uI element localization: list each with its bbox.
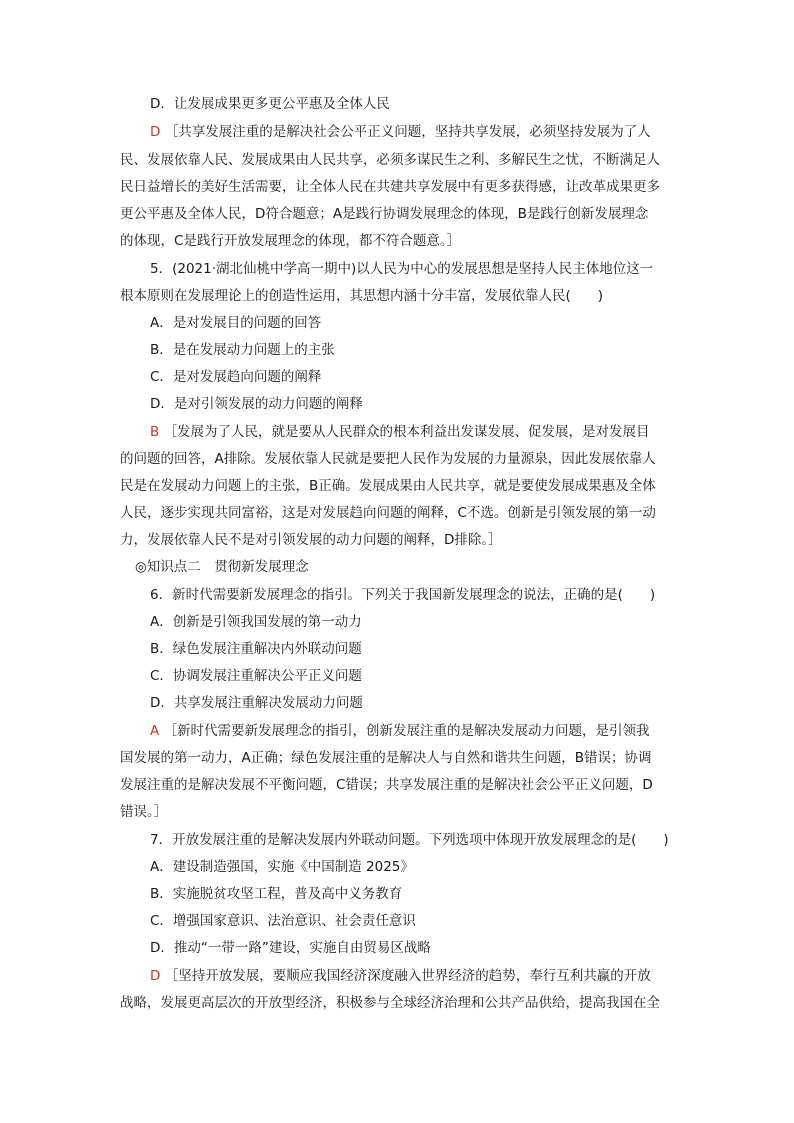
q7-answer-line: 战略，发展更高层次的开放型经济，积极参与全球经济治理和公共产品供给，提高我国在全 [120,995,660,1011]
answer-letter: D [150,968,161,984]
q6-answer-line: 错误。］ [120,804,168,820]
q5-option-d: D．是对引领发展的动力问题的阐释 [150,396,363,412]
answer-letter: B [150,424,160,440]
q5-answer-line: 人民，逐步实现共同富裕，这是对发展趋向问题的阐释，C不选。创新是引领发展的第一动 [120,505,656,521]
q5-option-c: C．是对发展趋向问题的阐释 [150,369,322,385]
q7-answer-line [150,966,651,986]
answer-text: ［共享发展注重的是解决社会公平正义问题，坚持共享发展，必须坚持发展为了人 [164,124,651,140]
answer-letter: A [150,723,160,739]
q4-answer-line [150,122,651,142]
q7-stem: 7．开放发展注重的是解决发展内外联动问题。下列选项中体现开放发展理念的是( ) [150,832,669,848]
q5-option-a: A．是对发展目的问题的回答 [150,315,322,331]
q5-answer-line: 力，发展依靠人民不是对引领发展的动力问题的阐释，D排除。］ [120,532,502,548]
answer-text: ［新时代需要新发展理念的指引，创新发展注重的是解决发展动力问题，是引领我 [163,723,650,739]
answer-text: ［坚持开放发展，要顺应我国经济深度融入世界经济的趋势，奉行互利共赢的开放 [164,968,651,984]
section-heading: ◎知识点二 贯彻新发展理念 [135,559,309,575]
q6-option-b: B．绿色发展注重解决内外联动问题 [150,641,362,657]
q6-stem: 6．新时代需要新发展理念的指引。下列关于我国新发展理念的说法，正确的是( ) [150,587,656,603]
answer-letter: D [150,124,161,140]
q4-answer-line: 民、发展依靠人民、发展成果由人民共享，必须多谋民生之利、多解民生之忧，不断满足人 [120,152,660,168]
q4-answer-line: 民日益增长的美好生活需要，让全体人民在共建共享发展中有更多获得感，让改革成果更多 [120,179,660,195]
q6-option-a: A．创新是引领我国发展的第一动力 [150,614,362,630]
answer-text: ［发展为了人民，就是要从人民群众的根本利益出发谋发展、促发展，是对发展目 [163,424,650,440]
q5-answer-line [150,422,650,442]
q5-stem: 5．(2021·湖北仙桃中学高一期中)以人民为中心的发展思想是坚持人民主体地位这一 [150,261,654,277]
q6-option-c: C．协调发展注重解决公平正义问题 [150,668,362,684]
q4-answer-line: 更公平惠及全体人民，D符合题意；A是践行协调发展理念的体现，B是践行创新发展理念 [120,206,649,222]
q7-option-b: B．实施脱贫攻坚工程，普及高中义务教育 [150,886,403,902]
q5-stem: 根本原则在发展理论上的创造性运用，其思想内涵十分丰富，发展依靠人民( ) [120,288,604,304]
q5-answer-line: 的问题的回答，A排除。发展依靠人民就是要把人民作为发展的力量源泉，因此发展依靠人 [120,451,656,467]
q4-answer-line: 的体现，C是践行开放发展理念的体现，都不符合题意。］ [120,233,461,249]
q6-option-d: D．共享发展注重解决发展动力问题 [150,695,363,711]
q5-option-b: B．是在发展动力问题上的主张 [150,342,335,358]
q7-option-a: A．建设制造强国，实施《中国制造 2025》 [150,859,414,875]
q7-option-d: D．推动“一带一路”建设，实施自由贸易区战略 [150,940,431,956]
q5-answer-line: 民是在发展动力问题上的主张，B正确。发展成果由人民共享，就是要使发展成果惠及全体 [120,478,656,494]
q6-answer-line [150,721,650,741]
q4-option-d: D．让发展成果更多更公平惠及全体人民 [150,96,390,112]
q6-answer-line: 发展注重的是解决发展不平衡问题，C错误；共享发展注重的是解决社会公平正义问题，D [120,777,653,793]
q6-answer-line: 国发展的第一动力，A正确；绿色发展注重的是解决人与自然和谐共生问题，B错误；协调 [120,750,652,766]
q7-option-c: C．增强国家意识、法治意识、社会责任意识 [150,913,416,929]
